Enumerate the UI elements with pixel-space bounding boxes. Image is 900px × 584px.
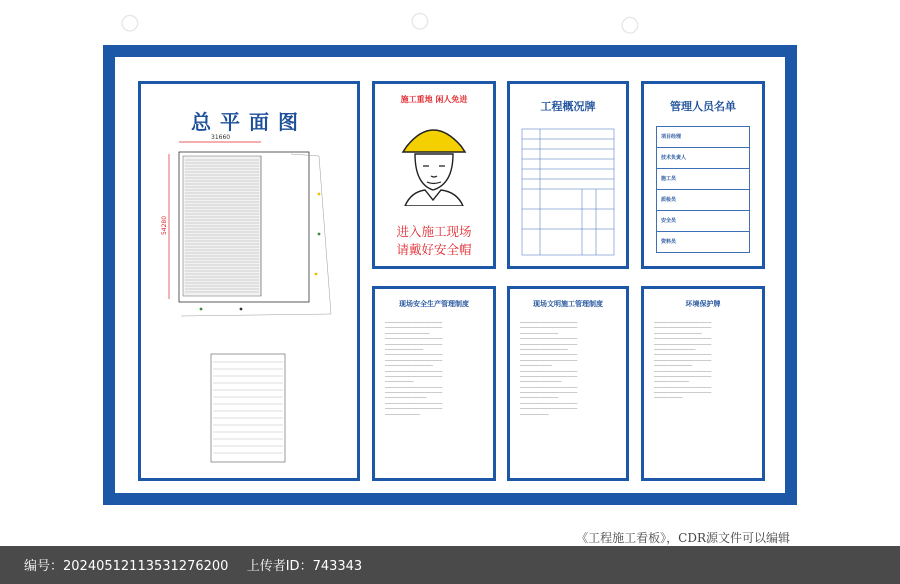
safety-slogan-line2: 请戴好安全帽 <box>396 242 472 257</box>
safety-helmet-panel <box>372 81 496 269</box>
safety-rules-title: 现场安全生产管理制度 <box>399 300 469 308</box>
management-row: 质检员 <box>657 190 749 211</box>
site-plan-drawing <box>141 84 357 478</box>
id-label: 编号： <box>24 559 64 574</box>
civil-rules-body: ____________________________________ ____________________________________ ________________________ ____________________________________ ____________________________________ ______________________________ ____________________________________ ____________________________________ ____________________ ____________________________________ ____________________________________ __________________________ ____________________________________ ____________________________________ ________________________ ____________________________________ ____________________________________ __________________ <box>520 319 578 415</box>
dimension-horizontal: 31660 <box>211 134 231 141</box>
watermark: ○ <box>406 5 433 36</box>
environment-body: ____________________________________ ____________________________________ ______________________________ ____________________________________ ____________________________________ __________________________ ____________________________________ ____________________________________ ________________________ ____________________________________ ____________________________________ ______________________ ____________________________________ ____________________________________ __________________ <box>654 319 712 399</box>
uploader-label: 上传者ID： <box>246 559 313 574</box>
management-title: 管理人员名单 <box>670 100 736 113</box>
project-info-table <box>510 84 626 264</box>
footer-bar <box>0 546 900 584</box>
management-row: 项目经理 <box>657 127 749 148</box>
project-overview-panel <box>507 81 629 269</box>
management-row: 安全员 <box>657 211 749 232</box>
management-panel <box>641 81 765 269</box>
restricted-area-text: 施工重地 闲人免进 <box>400 95 468 104</box>
project-overview-title: 工程概况牌 <box>540 100 596 113</box>
id-value: 20240512113531276200 <box>63 559 229 574</box>
site-plan-title: 总平面图 <box>191 110 307 134</box>
worker-helmet-icon <box>375 106 493 206</box>
safety-rules-panel <box>372 286 496 481</box>
notice-board <box>103 45 797 505</box>
management-row: 技术负责人 <box>657 148 749 169</box>
watermark: ○ <box>616 9 643 40</box>
uploader-value: 743343 <box>312 559 363 574</box>
civil-rules-title: 现场文明施工管理制度 <box>533 300 603 308</box>
watermark: ○ <box>116 7 143 38</box>
caption: 《工程施工看板》，CDR源文件可以编辑 <box>576 531 790 545</box>
safety-slogan-line1: 进入施工现场 <box>396 224 472 239</box>
site-plan-panel <box>138 81 360 481</box>
safety-rules-body: ____________________________________ ____________________________________ ____________________________ ____________________________________ ____________________________________ ________________________ ____________________________________ ____________________________________ ______________________________ ____________________________________ ____________________________________ __________________ ____________________________________ ____________________________________ __________________________ ____________________________________ ____________________________________ ______________________ <box>385 319 443 415</box>
environment-title: 环境保护牌 <box>685 300 721 308</box>
management-row: 资料员 <box>661 239 677 245</box>
environment-panel <box>641 286 765 481</box>
dimension-vertical: 54280 <box>161 215 169 236</box>
civil-rules-panel <box>507 286 629 481</box>
management-table <box>656 126 750 253</box>
management-row: 施工员 <box>657 169 749 190</box>
